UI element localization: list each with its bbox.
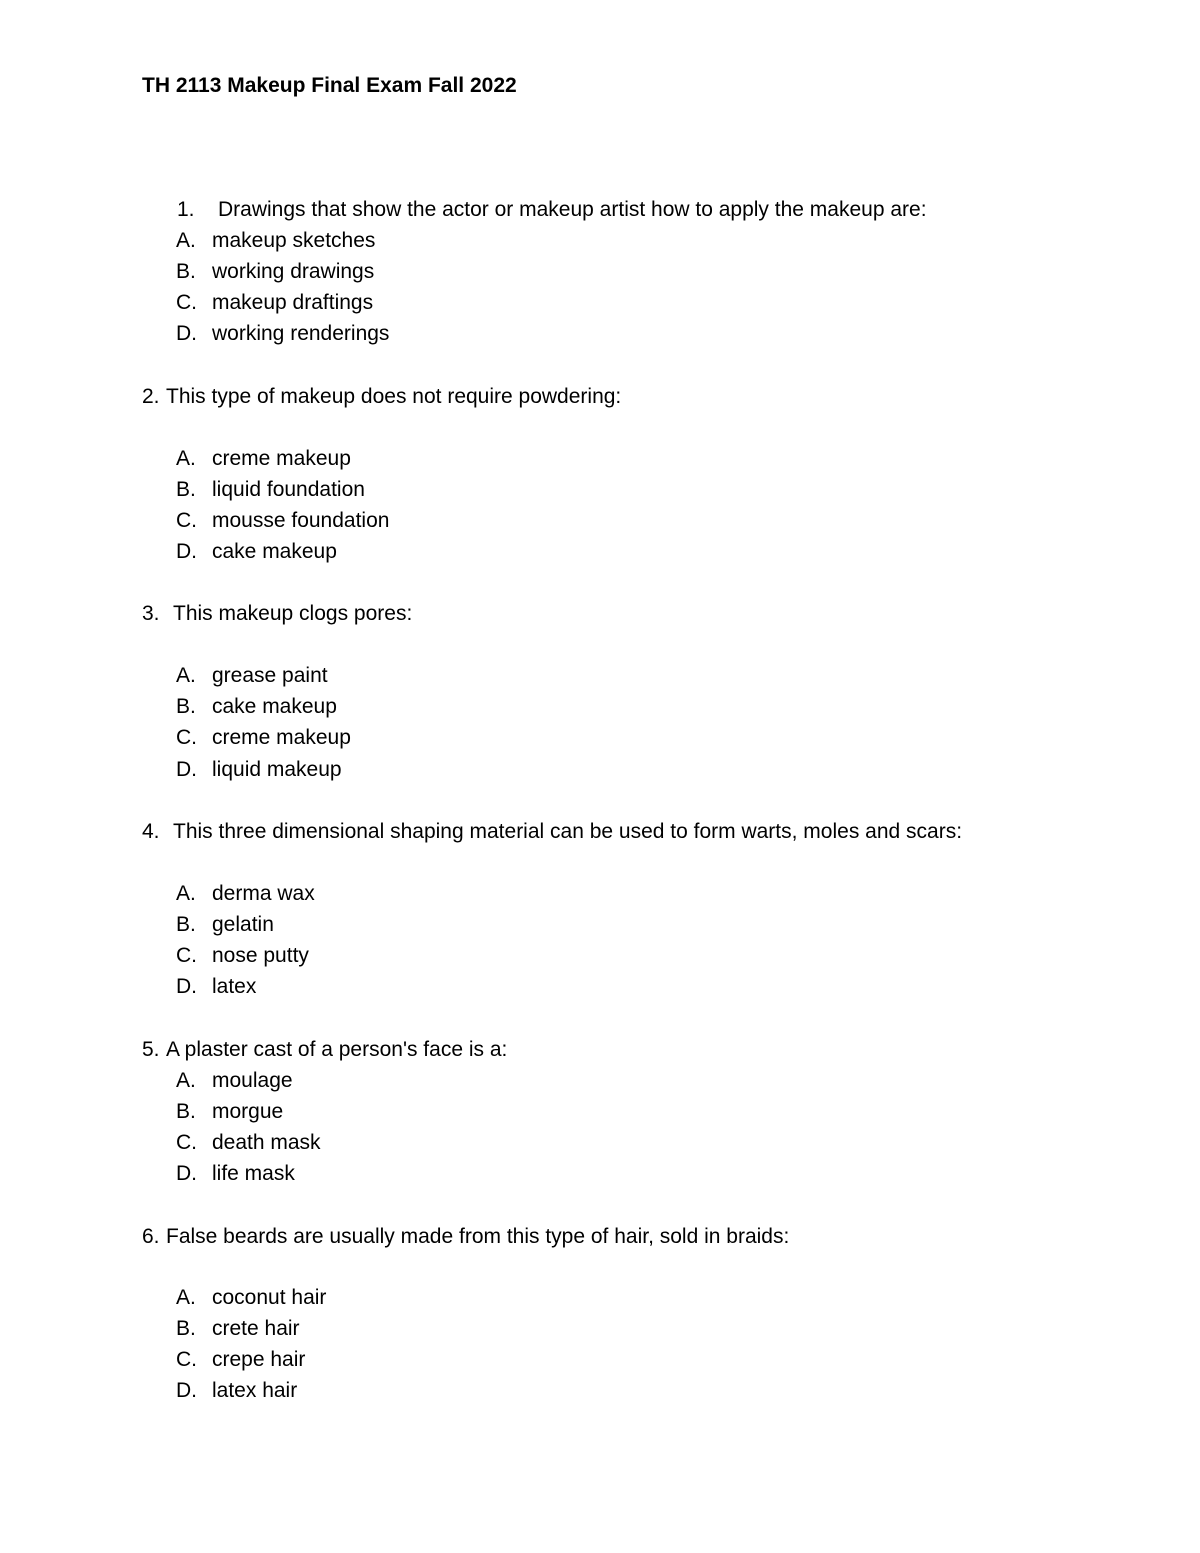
question-1: [177, 196, 927, 224]
option-letter: D.: [176, 975, 197, 998]
question-text: A plaster cast of a person's face is a:: [166, 1038, 508, 1061]
option-2d: [176, 538, 337, 566]
question-number: 1.: [177, 198, 195, 221]
question-text: This three dimensional shaping material can be used to form warts, moles and scars:: [173, 820, 963, 843]
option-2a: [176, 445, 351, 473]
question-number: 6.: [142, 1225, 160, 1248]
question-2: [142, 383, 621, 411]
option-2b: [176, 476, 365, 504]
option-letter: B.: [176, 478, 196, 501]
option-letter: B.: [176, 1317, 196, 1340]
question-6: [142, 1223, 789, 1251]
option-letter: D.: [176, 1379, 197, 1402]
page-title: TH 2113 Makeup Final Exam Fall 2022: [142, 74, 517, 97]
option-letter: D.: [176, 1162, 197, 1185]
option-letter: B.: [176, 260, 196, 283]
option-letter: A.: [176, 664, 196, 687]
option-letter: D.: [176, 322, 197, 345]
option-letter: A.: [176, 447, 196, 470]
option-text: crete hair: [212, 1317, 300, 1340]
option-text: derma wax: [212, 882, 315, 905]
question-5: [142, 1036, 507, 1064]
option-letter: C.: [176, 944, 197, 967]
option-text: working renderings: [212, 322, 390, 345]
option-5c: [176, 1129, 321, 1157]
option-text: working drawings: [212, 260, 375, 283]
option-text: makeup sketches: [212, 229, 376, 252]
option-text: latex: [212, 975, 257, 998]
option-6b: [176, 1315, 300, 1343]
option-6a: [176, 1284, 326, 1312]
option-letter: B.: [176, 1100, 196, 1123]
option-letter: C.: [176, 291, 197, 314]
option-text: cake makeup: [212, 695, 337, 718]
option-letter: B.: [176, 913, 196, 936]
option-letter: A.: [176, 1069, 196, 1092]
question-number: 2.: [142, 385, 160, 408]
option-text: liquid makeup: [212, 758, 342, 781]
option-5d: [176, 1160, 295, 1188]
option-6d: [176, 1377, 297, 1405]
option-letter: A.: [176, 229, 196, 252]
option-text: makeup draftings: [212, 291, 374, 314]
option-letter: A.: [176, 1286, 196, 1309]
option-5a: [176, 1067, 293, 1095]
question-text: This makeup clogs pores:: [173, 602, 413, 625]
option-3a: [176, 662, 328, 690]
option-text: cake makeup: [212, 540, 337, 563]
question-number: 5.: [142, 1038, 160, 1061]
option-text: creme makeup: [212, 726, 351, 749]
question-3: [142, 600, 412, 628]
option-text: death mask: [212, 1131, 321, 1154]
option-letter: C.: [176, 726, 197, 749]
question-4: [142, 818, 962, 846]
question-text: This type of makeup does not require powdering:: [166, 385, 622, 408]
question-text: False beards are usually made from this type of hair, sold in braids:: [166, 1225, 790, 1248]
option-2c: [176, 507, 389, 535]
option-text: crepe hair: [212, 1348, 306, 1371]
question-number: 4.: [142, 820, 160, 843]
option-text: mousse foundation: [212, 509, 390, 532]
option-letter: D.: [176, 758, 197, 781]
option-text: latex hair: [212, 1379, 298, 1402]
option-4c: [176, 942, 309, 970]
option-3d: [176, 756, 342, 784]
option-letter: C.: [176, 1131, 197, 1154]
option-1c: [176, 289, 373, 317]
option-letter: C.: [176, 1348, 197, 1371]
option-text: morgue: [212, 1100, 284, 1123]
option-3b: [176, 693, 337, 721]
option-text: creme makeup: [212, 447, 351, 470]
option-5b: [176, 1098, 283, 1126]
option-text: moulage: [212, 1069, 293, 1092]
option-text: coconut hair: [212, 1286, 327, 1309]
option-letter: C.: [176, 509, 197, 532]
option-1b: [176, 258, 374, 286]
option-4a: [176, 880, 315, 908]
option-4b: [176, 911, 274, 939]
question-number: 3.: [142, 602, 160, 625]
option-text: grease paint: [212, 664, 328, 687]
option-text: nose putty: [212, 944, 309, 967]
option-letter: D.: [176, 540, 197, 563]
option-4d: [176, 973, 256, 1001]
option-text: gelatin: [212, 913, 274, 936]
option-text: life mask: [212, 1162, 295, 1185]
option-letter: A.: [176, 882, 196, 905]
option-text: liquid foundation: [212, 478, 365, 501]
option-1a: [176, 227, 375, 255]
option-1d: [176, 320, 389, 348]
option-6c: [176, 1346, 305, 1374]
question-text: Drawings that show the actor or makeup artist how to apply the makeup are:: [218, 198, 927, 221]
option-3c: [176, 724, 351, 752]
option-letter: B.: [176, 695, 196, 718]
